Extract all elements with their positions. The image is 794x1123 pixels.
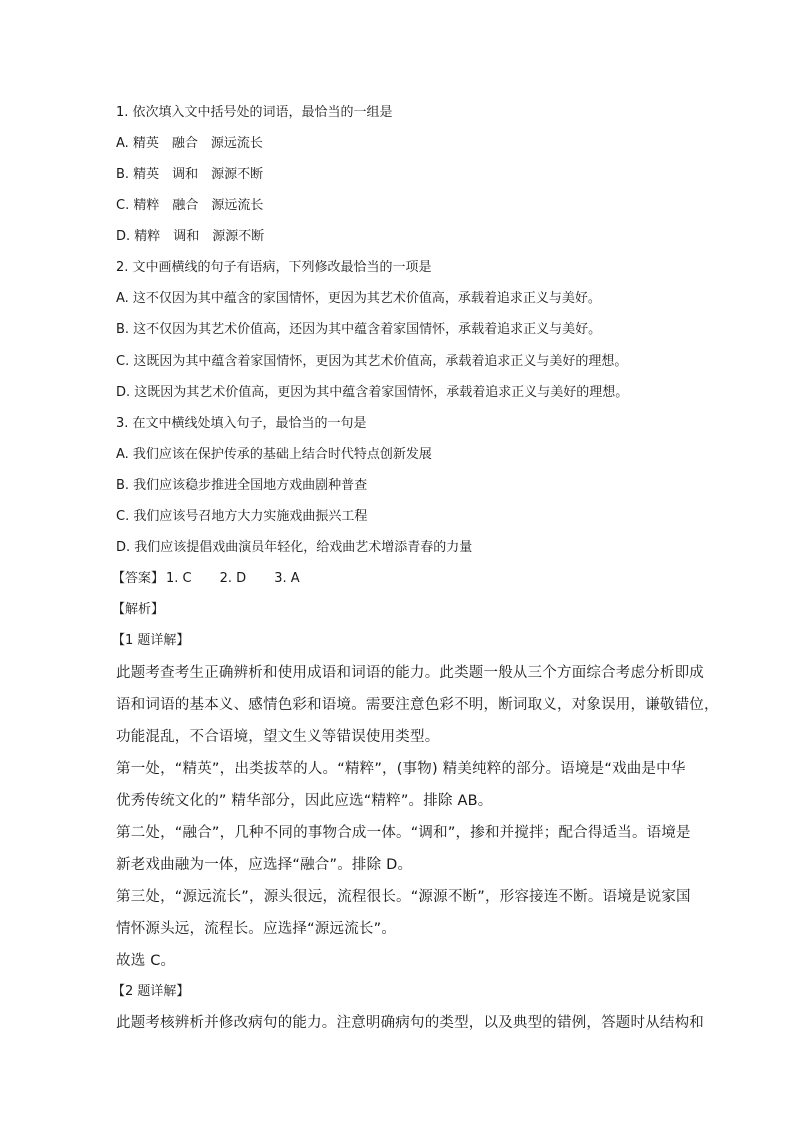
question-3-option-a: A. 我们应该在保护传承的基础上结合时代特点创新发展	[116, 447, 432, 462]
q1-detail-line: 功能混乱，不合语境，望文生义等错误使用类型。	[116, 729, 440, 745]
question-1-option-c: C. 精粹 融合 源远流长	[116, 198, 264, 213]
q2-detail-line: 此题考核辨析并修改病句的能力。注意明确病句的类型，以及典型的错例，答题时从结构和	[116, 1015, 704, 1031]
answer-2: 2. D	[219, 571, 247, 586]
question-2-option-a: A. 这不仅因为其中蕴含的家国情怀，更因为其艺术价值高，承载着追求正义与美好。	[116, 291, 601, 306]
question-2-option-d: D. 这既因为其艺术价值高，更因为其中蕴含着家国情怀，承载着追求正义与美好的理想。	[116, 385, 629, 400]
q1-detail-line: 第二处，“融合”，几种不同的事物合成一体。“调和”，掺和并搅拌；配合得适当。语境是	[116, 825, 691, 841]
question-1-stem: 1. 依次填入文中括号处的词语，最恰当的一组是	[116, 105, 393, 120]
q1-detail-line: 优秀传统文化的” 精华部分，因此应选“精粹”。排除 AB。	[116, 793, 493, 809]
q1-detail-line: 此题考查考生正确辨析和使用成语和词语的能力。此类题一般从三个方面综合考虑分析即成	[116, 665, 704, 681]
answer-1: 1. C	[166, 571, 192, 586]
answer-label: 【答案】	[112, 571, 165, 586]
question-3-option-c: C. 我们应该号召地方大力实施戏曲振兴工程	[116, 509, 368, 524]
question-1-option-a: A. 精英 融合 源远流长	[116, 136, 263, 151]
q1-detail-line: 第一处，“精英”，出类拔萃的人。“精粹”，(事物) 精美纯粹的部分。语境是“戏曲是中华	[116, 761, 686, 777]
q1-detail-line: 语和词语的基本义、感情色彩和语境。需要注意色彩不明，断词取义，对象误用，谦敬错位，	[116, 697, 719, 713]
question-2-option-c: C. 这既因为其中蕴含着家国情怀，更因为其艺术价值高，承载着追求正义与美好的理想。	[116, 354, 628, 369]
q1-conclusion: 故选 C。	[116, 953, 176, 969]
question-3-stem: 3. 在文中横线处填入句子，最恰当的一句是	[116, 416, 367, 431]
question-2-option-b: B. 这不仅因为其艺术价值高，还因为其中蕴含着家国情怀，承载着追求正义与美好。	[116, 322, 602, 337]
question-3-option-d: D. 我们应该提倡戏曲演员年轻化，给戏曲艺术增添青春的力量	[116, 540, 473, 555]
q1-detail-heading: 【1 题详解】	[112, 633, 190, 648]
analysis-label: 【解析】	[112, 602, 165, 617]
q2-detail-heading: 【2 题详解】	[112, 984, 190, 999]
q1-detail-line: 第三处，“源远流长”，源头很远，流程很长。“源源不断”，形容接连不断。语境是说家国	[116, 889, 691, 905]
answer-3: 3. A	[274, 571, 300, 586]
q1-detail-line: 情怀源头远，流程长。应选择“源远流长”。	[116, 921, 397, 937]
question-2-stem: 2. 文中画横线的句子有语病，下列修改最恰当的一项是	[116, 260, 432, 275]
q1-detail-line: 新老戏曲融为一体，应选择“融合”。排除 D。	[116, 857, 413, 873]
question-1-option-b: B. 精英 调和 源源不断	[116, 167, 264, 182]
question-1-option-d: D. 精粹 调和 源源不断	[116, 229, 265, 244]
question-3-option-b: B. 我们应该稳步推进全国地方戏曲剧种普查	[116, 478, 368, 493]
answer-row	[112, 570, 300, 588]
